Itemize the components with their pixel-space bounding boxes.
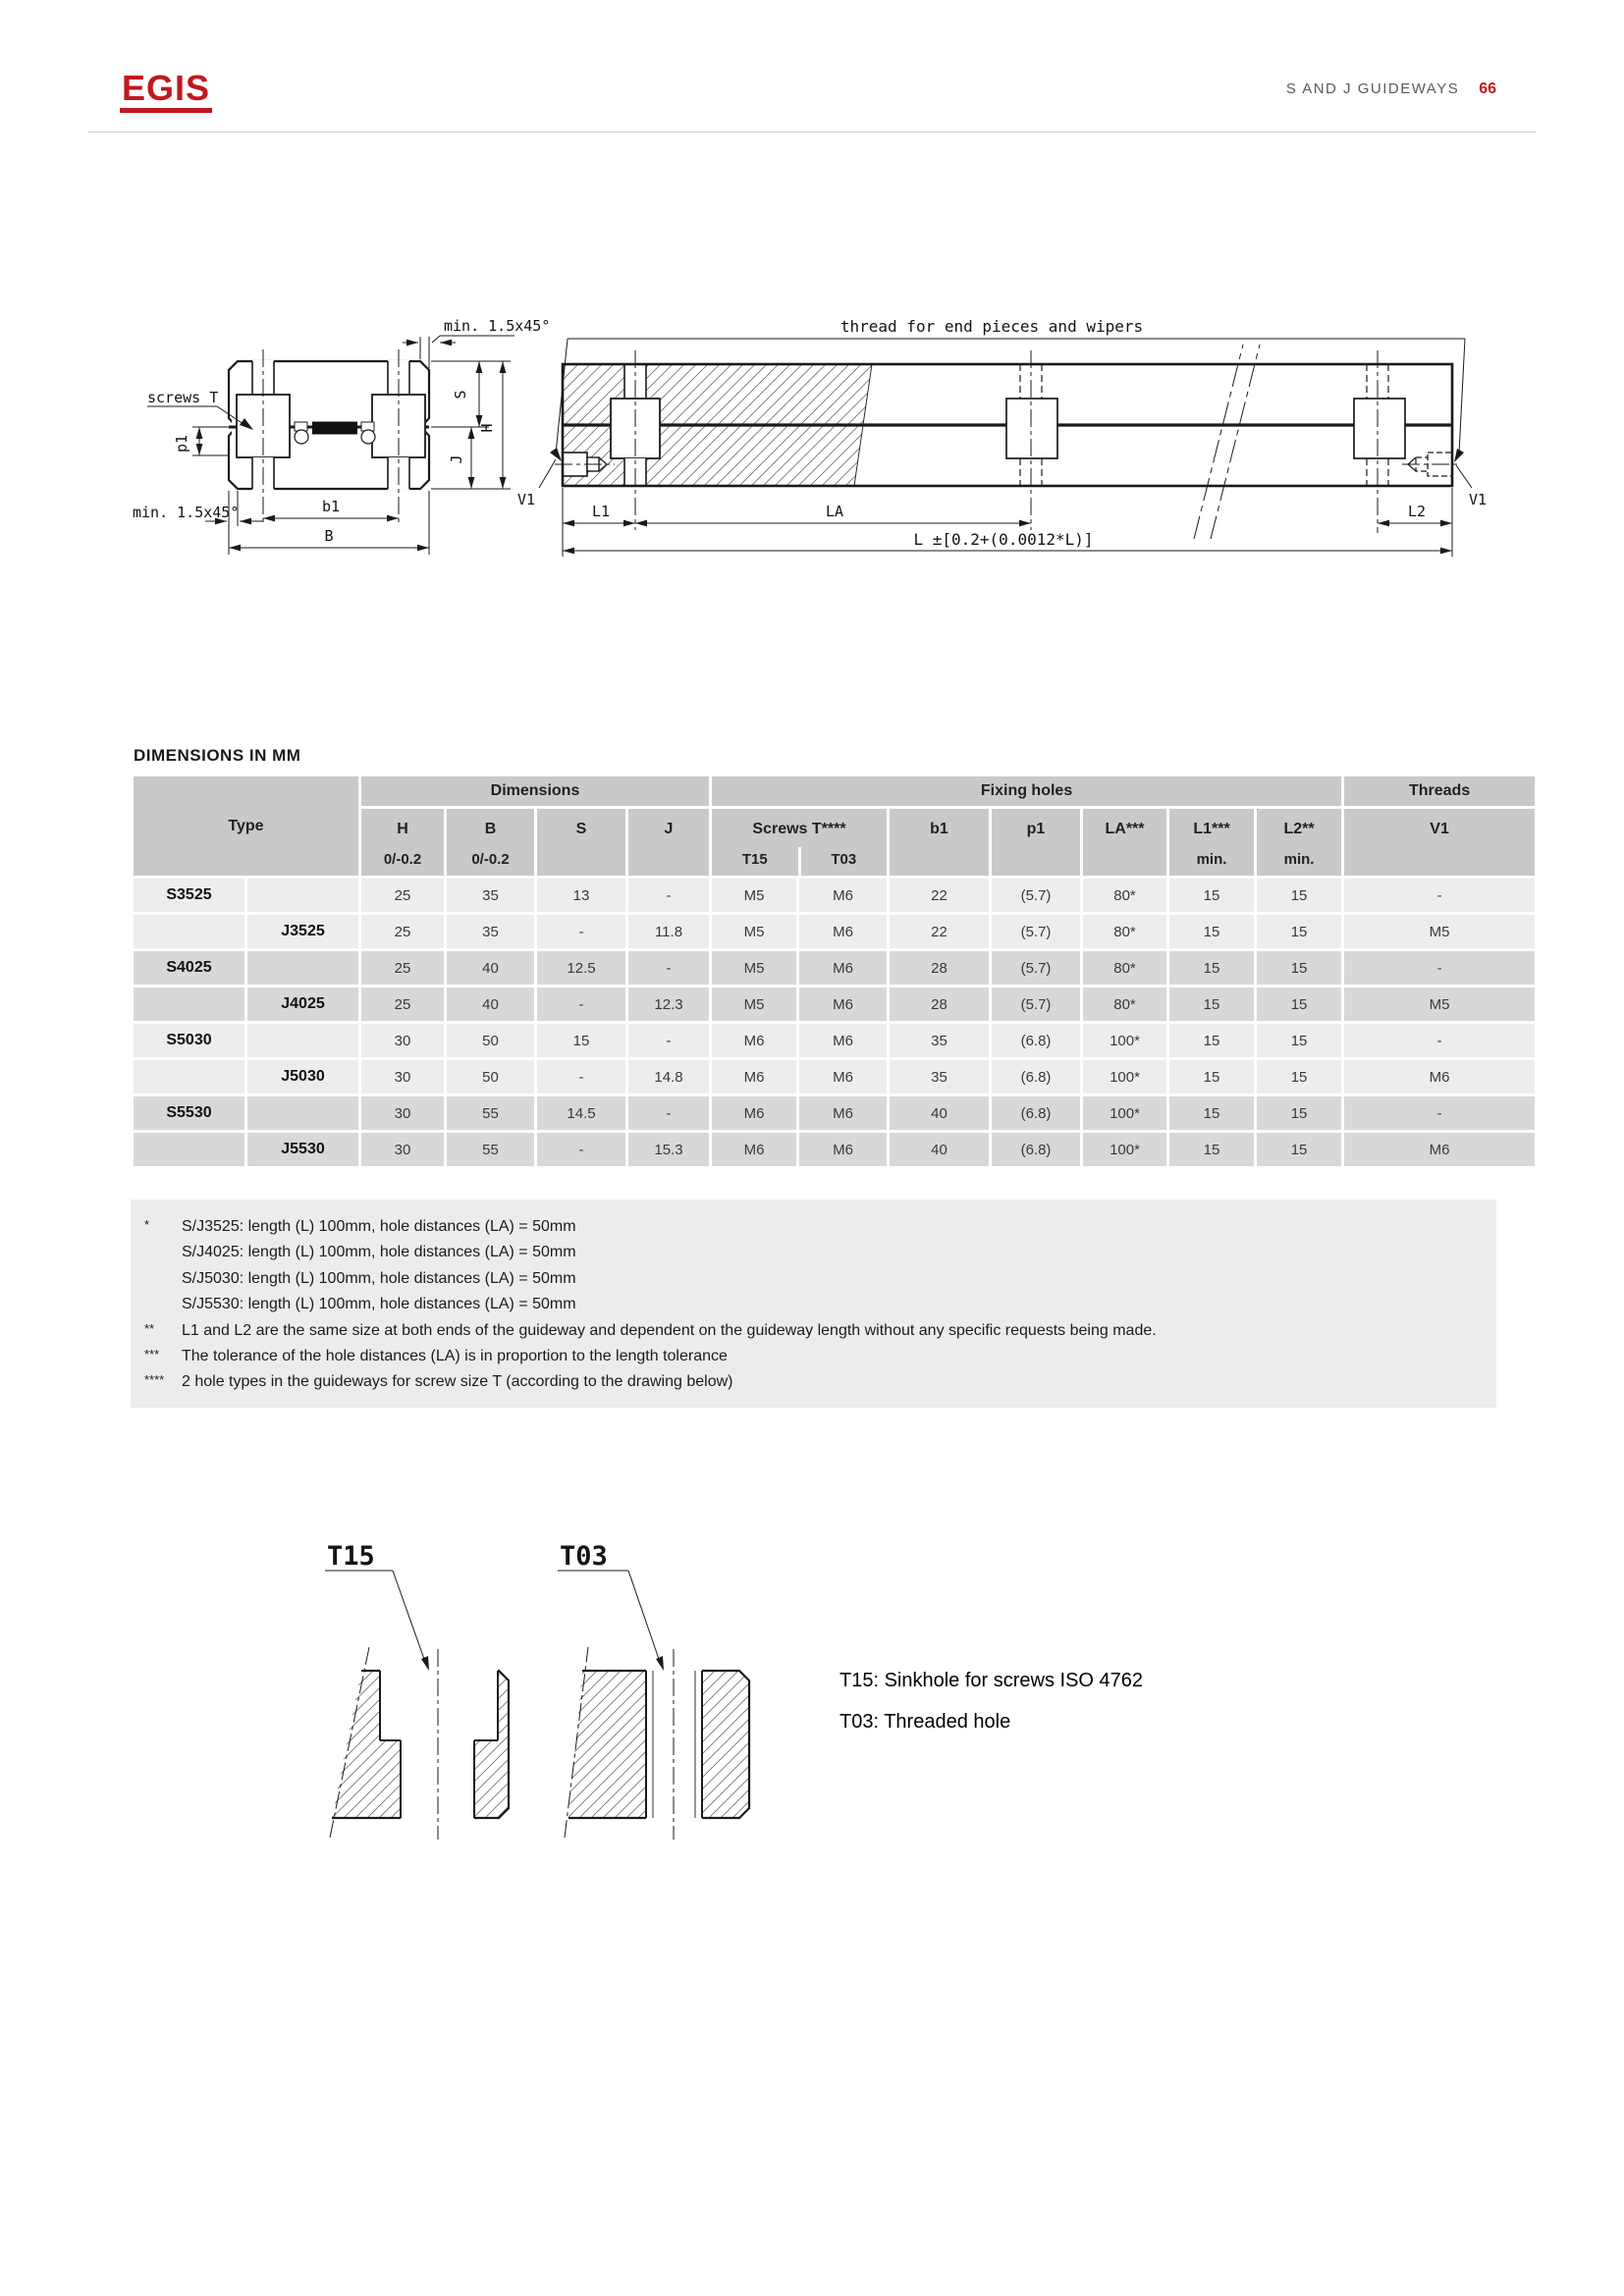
col-header-t15: T15 — [741, 851, 768, 868]
group-header-threads: Threads — [1344, 776, 1535, 806]
dim-label-v1-left: V1 — [517, 491, 536, 508]
footnote-line: S/J5030: length (L) 100mm, hole distances (LA) = 50mm — [182, 1269, 576, 1287]
dim-label-l2: L2 — [1407, 503, 1427, 520]
footnote-line: S/J4025: length (L) 100mm, hole distances (LA) = 50mm — [182, 1244, 576, 1261]
col-header-j: J — [628, 809, 709, 876]
hole-type-captions — [839, 1669, 1143, 1751]
col-header-type: Type — [134, 776, 358, 876]
t03-threaded-hole-detail — [558, 1541, 749, 1840]
table-row: J4025 25 40 - 12.3 M5 M6 28 (5.7) 80* 15 15 M5 — [134, 988, 1535, 1021]
dim-label-length-formula: L ±[0.2+(0.0012*L)] — [913, 530, 1094, 549]
table-row: S4025 25 40 12.5 - M5 M6 28 (5.7) 80* 15 15 - — [134, 951, 1535, 985]
dim-label-S: S — [452, 390, 469, 400]
col-header-v1: V1 — [1344, 809, 1535, 876]
footnotes-box — [131, 1200, 1496, 1408]
dim-label-screws-t: screws T — [147, 389, 219, 406]
side-view — [517, 317, 1487, 557]
table-row: J5030 30 50 - 14.8 M6 M6 35 (6.8) 100* 15 15 M6 — [134, 1060, 1535, 1094]
table-row: S5530 30 55 14.5 - M6 M6 40 (6.8) 100* 15 15 - — [134, 1096, 1535, 1130]
page-number: 66 — [1479, 80, 1496, 97]
dim-label-la: LA — [825, 503, 844, 520]
hole-type-detail-drawing — [0, 1502, 1624, 1895]
t03-caption: T03: Threaded hole — [839, 1711, 1011, 1733]
footnote-line: *** The tolerance of the hole distances (LA) is in proportion to the length tolerance — [144, 1347, 728, 1365]
col-header-screws-t: Screws T**** T15 T03 — [712, 809, 887, 876]
egis-logo: EGIS — [120, 71, 212, 113]
dim-label-J: J — [448, 454, 465, 464]
table-row: J5530 30 55 - 15.3 M6 M6 40 (6.8) 100* 15 15 M6 — [134, 1133, 1535, 1166]
footnote-line: ** L1 and L2 are the same size at both ends of the guideway and dependent on the guideway length without any specific requests being made. — [144, 1320, 1157, 1339]
section-title: S AND J GUIDEWAYS — [1285, 80, 1460, 97]
footnote-line: * S/J3525: length (L) 100mm, hole distances (LA) = 50mm — [144, 1217, 576, 1235]
t15-label: T15 — [327, 1541, 375, 1572]
col-header-h: H 0/-0.2 — [361, 809, 444, 876]
table-row: S5030 30 50 15 - M6 M6 35 (6.8) 100* 15 15 - — [134, 1024, 1535, 1057]
dimensions-table — [131, 774, 1538, 1169]
cross-section-view — [133, 317, 550, 555]
col-header-l2: L2** min. — [1257, 809, 1341, 876]
col-header-b1: b1 — [890, 809, 989, 876]
col-header-t03: T03 — [798, 847, 888, 876]
col-header-b: B 0/-0.2 — [447, 809, 534, 876]
dim-label-H: H — [478, 423, 496, 433]
col-header-p1: p1 — [992, 809, 1080, 876]
footnote-line: S/J5530: length (L) 100mm, hole distances (LA) = 50mm — [182, 1296, 576, 1313]
t03-label: T03 — [560, 1541, 608, 1572]
group-header-dimensions: Dimensions — [361, 776, 709, 806]
t15-caption: T15: Sinkhole for screws ISO 4762 — [839, 1670, 1144, 1691]
group-header-fixing-holes: Fixing holes — [712, 776, 1341, 806]
dim-label-chamfer-bottom: min. 1.5x45° — [133, 504, 240, 521]
dim-label-p1: p1 — [173, 434, 190, 454]
col-header-la: LA*** — [1083, 809, 1166, 876]
dim-label-chamfer-top: min. 1.5x45° — [444, 317, 551, 335]
col-header-s: S — [537, 809, 625, 876]
dim-label-b1: b1 — [321, 498, 341, 515]
col-header-l1: L1*** min. — [1169, 809, 1254, 876]
dim-label-thread-note: thread for end pieces and wipers — [839, 317, 1144, 336]
dim-label-B: B — [324, 527, 334, 545]
table-row: S3525 25 35 13 - M5 M6 22 (5.7) 80* 15 15 - — [134, 879, 1535, 912]
dim-label-l1: L1 — [591, 503, 611, 520]
dim-label-v1-right: V1 — [1469, 491, 1488, 508]
guideway-technical-drawing — [0, 0, 1624, 648]
table-row: J3525 25 35 - 11.8 M5 M6 22 (5.7) 80* 15 15 M5 — [134, 915, 1535, 948]
table-title: DIMENSIONS IN MM — [134, 746, 301, 765]
t15-sinkhole-detail — [325, 1541, 509, 1840]
footnote-line: **** 2 hole types in the guideways for screw size T (according to the drawing below) — [144, 1372, 733, 1391]
